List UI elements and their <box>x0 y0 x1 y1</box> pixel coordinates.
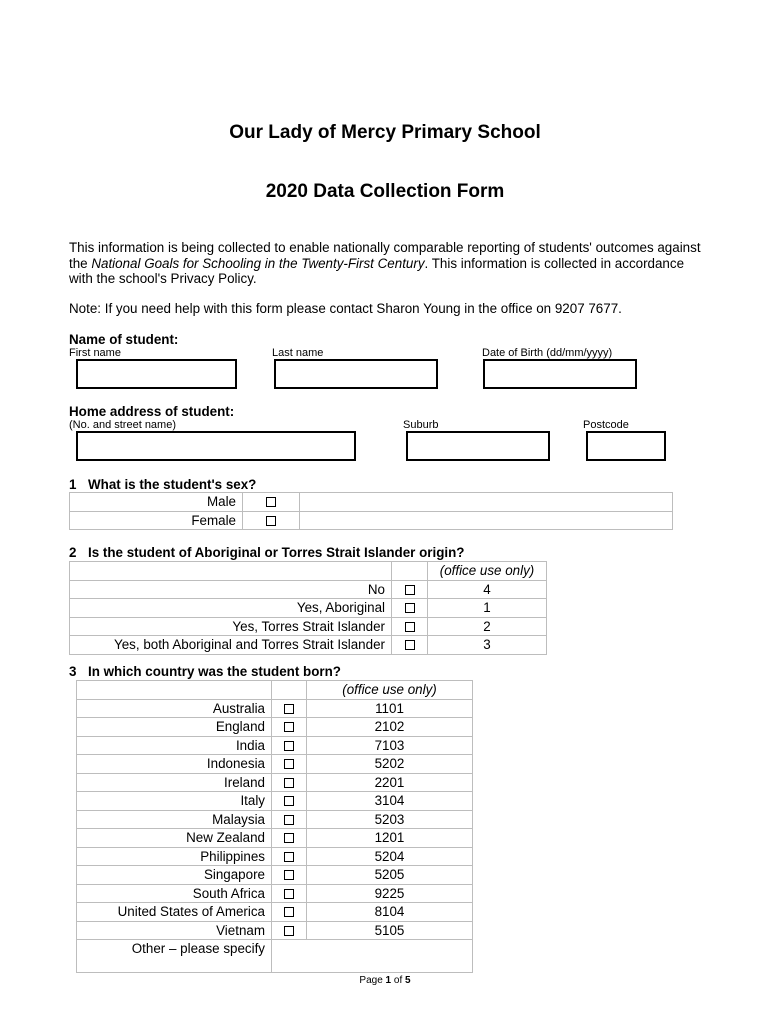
last-name-label: Last name <box>272 347 324 359</box>
q3-option-checkbox[interactable] <box>272 755 307 774</box>
q3-option-code: 1101 <box>307 699 473 718</box>
q3-option-checkbox[interactable] <box>272 884 307 903</box>
q3-option-checkbox[interactable] <box>272 810 307 829</box>
name-heading: Name of student: <box>69 332 179 347</box>
q2-option-checkbox[interactable] <box>392 617 428 636</box>
q3-option-label: Ireland <box>77 773 272 792</box>
q2-option-label: No <box>70 580 392 599</box>
q2-option-code: 1 <box>428 599 547 618</box>
q3-other-row <box>77 940 473 973</box>
q2-option-label: Yes, Torres Strait Islander <box>70 617 392 636</box>
q2-option-code: 4 <box>428 580 547 599</box>
q2-office-use-label: (office use only) <box>428 562 547 581</box>
address-heading: Home address of student: <box>69 404 235 419</box>
q1-female-checkbox[interactable] <box>243 511 300 530</box>
q3-option-checkbox[interactable] <box>272 718 307 737</box>
q3-option-code: 7103 <box>307 736 473 755</box>
q3-option-label: England <box>77 718 272 737</box>
q3-option-code: 5205 <box>307 866 473 885</box>
q2-option-label: Yes, both Aboriginal and Torres Strait Islander <box>70 636 392 655</box>
q1-male-checkbox[interactable] <box>243 493 300 512</box>
q3-option-code: 5204 <box>307 847 473 866</box>
q2-option-row <box>70 580 547 599</box>
q3-option-label: India <box>77 736 272 755</box>
page-footer: Page 1 of 5 <box>359 975 411 986</box>
q3-option-code: 2201 <box>307 773 473 792</box>
q3-option-label: Malaysia <box>77 810 272 829</box>
q1-option-label: Female <box>70 511 243 530</box>
q3-option-row <box>77 829 473 848</box>
q3-option-label: South Africa <box>77 884 272 903</box>
q2-option-row <box>70 599 547 618</box>
street-label: (No. and street name) <box>69 419 176 431</box>
q3-option-code: 3104 <box>307 792 473 811</box>
q1-option-row <box>70 511 673 530</box>
q2-option-code: 2 <box>428 617 547 636</box>
q3-option-checkbox[interactable] <box>272 773 307 792</box>
q3-option-checkbox[interactable] <box>272 921 307 940</box>
q2-option-row <box>70 617 547 636</box>
postcode-label: Postcode <box>583 419 629 431</box>
q3-option-code: 9225 <box>307 884 473 903</box>
suburb-label: Suburb <box>403 419 439 431</box>
q1-table <box>69 492 673 530</box>
q3-option-checkbox[interactable] <box>272 829 307 848</box>
q3-option-label: Vietnam <box>77 921 272 940</box>
q3-option-checkbox[interactable] <box>272 866 307 885</box>
q3-other-field[interactable] <box>272 940 473 973</box>
q3-option-row <box>77 699 473 718</box>
q3-option-row <box>77 773 473 792</box>
q2-option-label: Yes, Aboriginal <box>70 599 392 618</box>
q3-option-code: 1201 <box>307 829 473 848</box>
intro-paragraph: This information is being collected to enable nationally comparable reporting of students' outcomes against the National Goals for Schooling in the Twenty-First Century. This information is collected in accordance with the school's Privacy Policy. <box>69 240 701 286</box>
q2-option-row <box>70 636 547 655</box>
q3-option-checkbox[interactable] <box>272 847 307 866</box>
first-name-label: First name <box>69 347 121 359</box>
q3-option-code: 2102 <box>307 718 473 737</box>
q3-option-label: Philippines <box>77 847 272 866</box>
q3-option-row <box>77 866 473 885</box>
school-name: Our Lady of Mercy Primary School <box>229 122 541 143</box>
q3-option-checkbox[interactable] <box>272 736 307 755</box>
last-name-field[interactable] <box>274 359 438 389</box>
form-title: 2020 Data Collection Form <box>265 181 505 202</box>
q3-option-label: New Zealand <box>77 829 272 848</box>
suburb-field[interactable] <box>406 431 550 461</box>
q2-option-checkbox[interactable] <box>392 599 428 618</box>
q3-option-checkbox[interactable] <box>272 792 307 811</box>
q3-option-code: 5203 <box>307 810 473 829</box>
q3-option-checkbox[interactable] <box>272 699 307 718</box>
q3-option-row <box>77 718 473 737</box>
q3-other-label: Other – please specify <box>77 940 272 973</box>
q3-option-code: 8104 <box>307 903 473 922</box>
q3-option-row <box>77 903 473 922</box>
q2-option-checkbox[interactable] <box>392 636 428 655</box>
q3-option-row <box>77 847 473 866</box>
q3-option-code: 5202 <box>307 755 473 774</box>
q3-option-row <box>77 921 473 940</box>
street-field[interactable] <box>76 431 356 461</box>
q1-option-row <box>70 493 673 512</box>
q3-option-label: United States of America <box>77 903 272 922</box>
postcode-field[interactable] <box>586 431 666 461</box>
q3-option-code: 5105 <box>307 921 473 940</box>
q3-option-label: Indonesia <box>77 755 272 774</box>
q3-option-row <box>77 792 473 811</box>
q3-option-label: Australia <box>77 699 272 718</box>
q3-heading: 3 In which country was the student born? <box>69 664 341 679</box>
help-note: Note: If you need help with this form please contact Sharon Young in the office on 9207 7677. <box>69 301 622 316</box>
q3-option-label: Singapore <box>77 866 272 885</box>
q2-option-code: 3 <box>428 636 547 655</box>
q3-option-row <box>77 736 473 755</box>
q3-table <box>76 680 473 973</box>
q2-table <box>69 561 547 655</box>
first-name-field[interactable] <box>76 359 237 389</box>
q3-option-label: Italy <box>77 792 272 811</box>
dob-label: Date of Birth (dd/mm/yyyy) <box>482 347 613 359</box>
q1-heading: 1 What is the student's sex? <box>69 477 257 492</box>
q3-option-row <box>77 755 473 774</box>
q2-option-checkbox[interactable] <box>392 580 428 599</box>
q2-heading: 2 Is the student of Aboriginal or Torres Strait Islander origin? <box>69 545 465 560</box>
q3-option-row <box>77 884 473 903</box>
q3-option-checkbox[interactable] <box>272 903 307 922</box>
q3-option-row <box>77 810 473 829</box>
dob-field[interactable] <box>483 359 637 389</box>
q3-office-use-label: (office use only) <box>307 681 473 700</box>
q1-option-label: Male <box>70 493 243 512</box>
